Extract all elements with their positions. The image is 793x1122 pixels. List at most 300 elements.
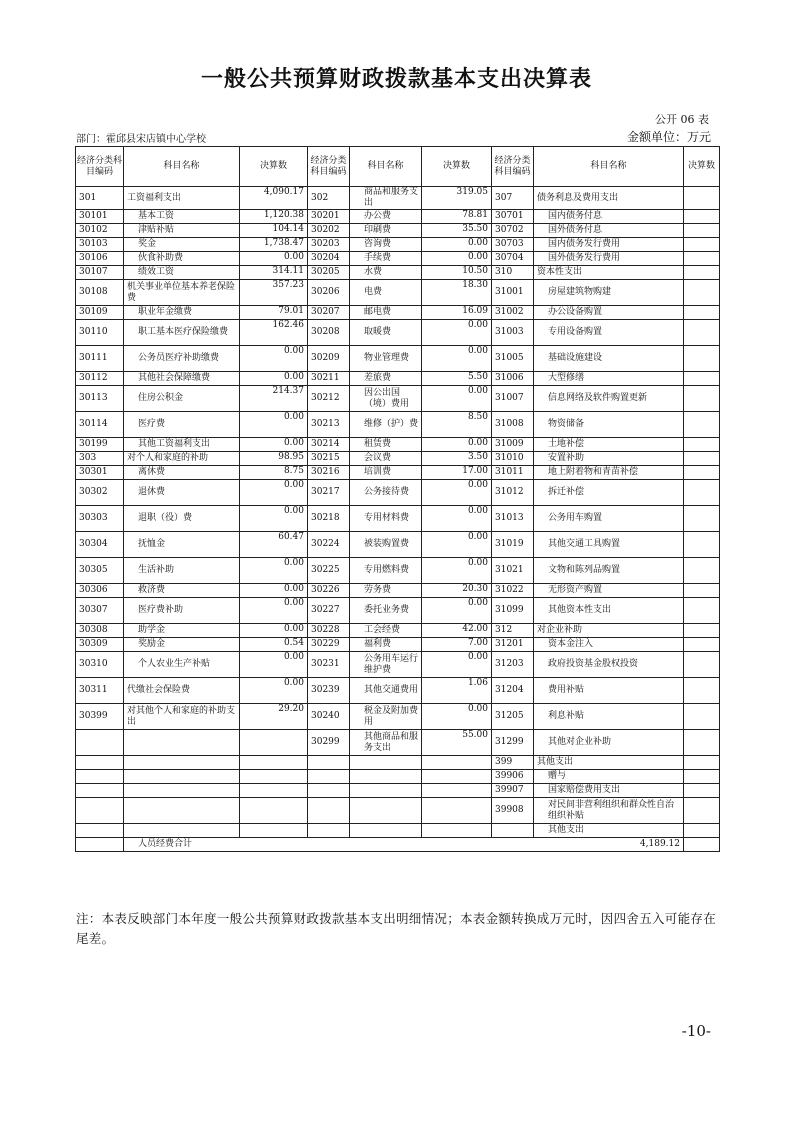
name-cell: 绩效工资 — [124, 266, 240, 280]
name-cell: 国外债务发行费用 — [534, 252, 684, 266]
code-cell: 30306 — [76, 584, 124, 598]
amount-cell — [684, 466, 720, 480]
amount-cell: 29.20 — [240, 704, 308, 730]
code-cell: 30239 — [308, 678, 350, 704]
amount-cell — [240, 756, 308, 770]
code-cell — [76, 784, 124, 798]
amount-cell: 0.00 — [422, 704, 492, 730]
table-row — [76, 252, 720, 266]
name-cell: 住房公积金 — [124, 386, 240, 412]
amount-unit-label: 金额单位：万元 — [626, 130, 711, 144]
name-cell: 其他商品和服务支出 — [350, 730, 422, 756]
code-cell: 31013 — [492, 506, 534, 532]
amount-cell: 7.00 — [422, 638, 492, 652]
code-cell — [76, 730, 124, 756]
form-number: 公开 06 表 — [655, 113, 709, 126]
amount-cell — [684, 372, 720, 386]
name-cell — [124, 784, 240, 798]
code-cell: 30304 — [76, 532, 124, 558]
name-cell — [350, 824, 422, 838]
amount-cell: 60.47 — [240, 532, 308, 558]
code-cell: 30311 — [76, 678, 124, 704]
amount-cell: 0.00 — [240, 372, 308, 386]
header-amount: 决算数 — [240, 147, 308, 187]
name-cell: 商品和服务支出 — [350, 187, 422, 210]
name-cell: 信息网络及软件购置更新 — [534, 386, 684, 412]
amount-cell: 104.14 — [240, 224, 308, 238]
name-cell — [350, 770, 422, 784]
name-cell: 委托业务费 — [350, 598, 422, 624]
code-cell: 31007 — [492, 386, 534, 412]
table-row — [76, 386, 720, 412]
code-cell: 31003 — [492, 320, 534, 346]
table-row — [76, 558, 720, 584]
code-cell: 39908 — [492, 798, 534, 824]
amount-cell — [684, 584, 720, 598]
amount-cell: 1,120.38 — [240, 210, 308, 224]
amount-cell — [684, 346, 720, 372]
name-cell: 国内债务付息 — [534, 210, 684, 224]
amount-cell — [684, 652, 720, 678]
amount-cell — [684, 784, 720, 798]
amount-cell: 162.46 — [240, 320, 308, 346]
amount-cell: 17.00 — [422, 466, 492, 480]
code-cell: 30225 — [308, 558, 350, 584]
name-cell: 离休费 — [124, 466, 240, 480]
name-cell: 其他支出 — [534, 824, 684, 838]
table-row — [76, 770, 720, 784]
header-code: 经济分类科目编码 — [76, 147, 124, 187]
name-cell: 福利费 — [350, 638, 422, 652]
expenditure-table — [75, 146, 720, 852]
amount-cell — [240, 824, 308, 838]
code-cell: 31205 — [492, 704, 534, 730]
code-cell: 30107 — [76, 266, 124, 280]
code-cell: 31019 — [492, 532, 534, 558]
amount-cell: 357.23 — [240, 280, 308, 306]
code-cell: 30206 — [308, 280, 350, 306]
code-cell: 30109 — [76, 306, 124, 320]
name-cell: 专用燃料费 — [350, 558, 422, 584]
department-label: 部门：霍邱县宋店镇中心学校 — [76, 134, 206, 145]
code-cell: 30212 — [308, 386, 350, 412]
table-row — [76, 466, 720, 480]
header-name: 科目名称 — [350, 147, 422, 187]
name-cell: 个人农业生产补贴 — [124, 652, 240, 678]
amount-cell: 4,090.17 — [240, 187, 308, 210]
code-cell: 30305 — [76, 558, 124, 584]
name-cell: 水费 — [350, 266, 422, 280]
name-cell: 租赁费 — [350, 438, 422, 452]
amount-cell: 18.30 — [422, 280, 492, 306]
table-row — [76, 678, 720, 704]
code-cell: 39907 — [492, 784, 534, 798]
table-row — [76, 412, 720, 438]
name-cell — [124, 756, 240, 770]
amount-cell — [684, 224, 720, 238]
name-cell: 文物和陈列品购置 — [534, 558, 684, 584]
amount-cell: 0.00 — [422, 346, 492, 372]
name-cell: 公务接待费 — [350, 480, 422, 506]
code-cell: 30114 — [76, 412, 124, 438]
amount-cell — [240, 770, 308, 784]
name-cell: 利息补贴 — [534, 704, 684, 730]
name-cell: 其他支出 — [534, 756, 684, 770]
code-cell: 31012 — [492, 480, 534, 506]
code-cell: 31002 — [492, 306, 534, 320]
amount-cell: 214.37 — [240, 386, 308, 412]
total-value: 4,189.12 — [639, 839, 680, 849]
amount-cell: 79.01 — [240, 306, 308, 320]
amount-cell — [684, 210, 720, 224]
amount-cell: 0.00 — [240, 558, 308, 584]
name-cell: 物业管理费 — [350, 346, 422, 372]
name-cell: 其他交通工具购置 — [534, 532, 684, 558]
name-cell: 公务用车运行维护费 — [350, 652, 422, 678]
header-code: 经济分类科目编码 — [308, 147, 350, 187]
name-cell: 其他工资福利支出 — [124, 438, 240, 452]
amount-cell: 0.00 — [422, 320, 492, 346]
amount-cell — [684, 412, 720, 438]
table-row — [76, 210, 720, 224]
amount-cell — [684, 532, 720, 558]
name-cell: 津贴补贴 — [124, 224, 240, 238]
name-cell: 奖金 — [124, 238, 240, 252]
name-cell: 政府投资基金股权投资 — [534, 652, 684, 678]
amount-cell — [240, 730, 308, 756]
name-cell: 生活补助 — [124, 558, 240, 584]
amount-cell — [684, 824, 720, 838]
name-cell: 办公设备购置 — [534, 306, 684, 320]
name-cell: 国内债务发行费用 — [534, 238, 684, 252]
code-cell: 31203 — [492, 652, 534, 678]
code-cell: 31009 — [492, 438, 534, 452]
code-cell: 301 — [76, 187, 124, 210]
name-cell: 机关事业单位基本养老保险费 — [124, 280, 240, 306]
name-cell: 无形资产购置 — [534, 584, 684, 598]
name-cell — [124, 730, 240, 756]
name-cell: 物资储备 — [534, 412, 684, 438]
amount-cell: 8.75 — [240, 466, 308, 480]
code-cell — [308, 824, 350, 838]
code-cell: 30110 — [76, 320, 124, 346]
code-cell: 310 — [492, 266, 534, 280]
name-cell: 职业年金缴费 — [124, 306, 240, 320]
table-header-row — [76, 147, 720, 187]
code-cell: 30703 — [492, 238, 534, 252]
code-cell: 30227 — [308, 598, 350, 624]
amount-cell: 0.00 — [422, 252, 492, 266]
amount-cell: 0.00 — [240, 412, 308, 438]
code-cell: 30214 — [308, 438, 350, 452]
code-cell: 30207 — [308, 306, 350, 320]
name-cell: 专用材料费 — [350, 506, 422, 532]
code-cell: 30106 — [76, 252, 124, 266]
amount-cell — [684, 438, 720, 452]
code-cell: 30701 — [492, 210, 534, 224]
amount-cell — [422, 756, 492, 770]
table-row — [76, 306, 720, 320]
amount-cell — [684, 624, 720, 638]
amount-cell: 0.00 — [240, 346, 308, 372]
amount-cell — [684, 280, 720, 306]
table-row — [76, 452, 720, 466]
code-cell — [76, 756, 124, 770]
name-cell: 债务利息及费用支出 — [534, 187, 684, 210]
code-cell: 30108 — [76, 280, 124, 306]
code-cell: 30302 — [76, 480, 124, 506]
code-cell: 30113 — [76, 386, 124, 412]
amount-cell: 10.50 — [422, 266, 492, 280]
code-cell: 30309 — [76, 638, 124, 652]
name-cell: 其他对企业补助 — [534, 730, 684, 756]
name-cell: 工会经费 — [350, 624, 422, 638]
name-cell: 土地补偿 — [534, 438, 684, 452]
name-cell: 公务用车购置 — [534, 506, 684, 532]
code-cell — [492, 824, 534, 838]
amount-cell: 5.50 — [422, 372, 492, 386]
code-cell: 30102 — [76, 224, 124, 238]
table-row — [76, 704, 720, 730]
code-cell: 303 — [76, 452, 124, 466]
amount-cell — [684, 386, 720, 412]
header-name: 科目名称 — [124, 147, 240, 187]
total-label: 人员经费合计 4,189.12 — [124, 838, 684, 852]
amount-cell: 0.00 — [240, 506, 308, 532]
name-cell: 其他资本性支出 — [534, 598, 684, 624]
code-cell: 30308 — [76, 624, 124, 638]
name-cell: 电费 — [350, 280, 422, 306]
amount-cell — [684, 598, 720, 624]
name-cell: 赠与 — [534, 770, 684, 784]
amount-cell: 0.00 — [240, 678, 308, 704]
name-cell: 国外债务付息 — [534, 224, 684, 238]
name-cell: 退休费 — [124, 480, 240, 506]
code-cell: 30211 — [308, 372, 350, 386]
name-cell — [124, 798, 240, 824]
code-cell: 31001 — [492, 280, 534, 306]
name-cell: 安置补助 — [534, 452, 684, 466]
code-cell: 39906 — [492, 770, 534, 784]
code-cell: 30103 — [76, 238, 124, 252]
table-row — [76, 506, 720, 532]
name-cell: 拆迁补偿 — [534, 480, 684, 506]
table-row — [76, 532, 720, 558]
footnote: 注：本表反映部门本年度一般公共预算财政拨款基本支出明细情况；本表金额转换成万元时，因四舍五入可能存在尾差。 — [76, 911, 717, 946]
amount-cell — [684, 638, 720, 652]
table-row — [76, 480, 720, 506]
code-cell: 30224 — [308, 532, 350, 558]
amount-cell — [240, 798, 308, 824]
name-cell: 费用补贴 — [534, 678, 684, 704]
name-cell: 会议费 — [350, 452, 422, 466]
amount-cell — [422, 770, 492, 784]
amount-cell: 0.00 — [422, 438, 492, 452]
amount-cell: 0.00 — [240, 624, 308, 638]
amount-cell: 78.81 — [422, 210, 492, 224]
name-cell: 劳务费 — [350, 584, 422, 598]
amount-cell: 0.00 — [422, 506, 492, 532]
total-code-cell — [76, 838, 124, 852]
amount-cell — [684, 187, 720, 210]
amount-cell: 0.00 — [240, 652, 308, 678]
code-cell: 30111 — [76, 346, 124, 372]
name-cell: 办公费 — [350, 210, 422, 224]
code-cell: 31022 — [492, 584, 534, 598]
name-cell: 房屋建筑物购建 — [534, 280, 684, 306]
header-amount: 决算数 — [422, 147, 492, 187]
code-cell: 302 — [308, 187, 350, 210]
code-cell: 30213 — [308, 412, 350, 438]
code-cell: 30202 — [308, 224, 350, 238]
amount-cell: 98.95 — [240, 452, 308, 466]
name-cell — [350, 798, 422, 824]
code-cell: 30208 — [308, 320, 350, 346]
name-cell: 专用设备购置 — [534, 320, 684, 346]
page-title: 一般公共预算财政拨款基本支出决算表 — [200, 66, 592, 92]
amount-cell — [684, 480, 720, 506]
table-row — [76, 624, 720, 638]
code-cell: 31006 — [492, 372, 534, 386]
name-cell: 助学金 — [124, 624, 240, 638]
name-cell: 医疗费 — [124, 412, 240, 438]
code-cell: 30226 — [308, 584, 350, 598]
code-cell: 30231 — [308, 652, 350, 678]
name-cell: 邮电费 — [350, 306, 422, 320]
code-cell: 30217 — [308, 480, 350, 506]
code-cell — [76, 824, 124, 838]
name-cell: 其他交通费用 — [350, 678, 422, 704]
total-row — [76, 838, 720, 852]
name-cell — [350, 784, 422, 798]
name-cell: 公务员医疗补助缴费 — [124, 346, 240, 372]
table-row — [76, 266, 720, 280]
amount-cell: 0.00 — [240, 252, 308, 266]
total-spacer — [684, 838, 720, 852]
table-row — [76, 280, 720, 306]
name-cell: 资本性支出 — [534, 266, 684, 280]
code-cell: 30216 — [308, 466, 350, 480]
amount-cell — [684, 452, 720, 466]
name-cell: 税金及附加费用 — [350, 704, 422, 730]
code-cell: 399 — [492, 756, 534, 770]
amount-cell — [684, 770, 720, 784]
name-cell: 基础设施建设 — [534, 346, 684, 372]
name-cell: 地上附着物和青苗补偿 — [534, 466, 684, 480]
table-row — [76, 187, 720, 210]
table-row — [76, 584, 720, 598]
amount-cell: 42.00 — [422, 624, 492, 638]
code-cell: 30301 — [76, 466, 124, 480]
amount-cell: 314.11 — [240, 266, 308, 280]
code-cell: 30203 — [308, 238, 350, 252]
name-cell: 取暖费 — [350, 320, 422, 346]
table-row — [76, 798, 720, 824]
amount-cell: 16.09 — [422, 306, 492, 320]
name-cell — [124, 770, 240, 784]
table-row — [76, 438, 720, 452]
table-row — [76, 784, 720, 798]
amount-cell: 0.00 — [422, 480, 492, 506]
name-cell: 救济费 — [124, 584, 240, 598]
amount-cell: 20.30 — [422, 584, 492, 598]
code-cell: 30101 — [76, 210, 124, 224]
amount-cell — [240, 784, 308, 798]
code-cell: 30310 — [76, 652, 124, 678]
name-cell: 对其他个人和家庭的补助支出 — [124, 704, 240, 730]
code-cell: 30229 — [308, 638, 350, 652]
amount-cell — [684, 558, 720, 584]
name-cell: 对个人和家庭的补助 — [124, 452, 240, 466]
name-cell: 资本金注入 — [534, 638, 684, 652]
amount-cell — [684, 704, 720, 730]
amount-cell: 1.06 — [422, 678, 492, 704]
name-cell: 差旅费 — [350, 372, 422, 386]
table-row — [76, 824, 720, 838]
amount-cell: 319.05 — [422, 187, 492, 210]
code-cell: 30215 — [308, 452, 350, 466]
code-cell: 30299 — [308, 730, 350, 756]
code-cell: 31021 — [492, 558, 534, 584]
code-cell: 31204 — [492, 678, 534, 704]
code-cell: 307 — [492, 187, 534, 210]
amount-cell: 0.00 — [422, 558, 492, 584]
name-cell: 伙食补助费 — [124, 252, 240, 266]
amount-cell — [684, 798, 720, 824]
code-cell: 30399 — [76, 704, 124, 730]
name-cell: 被装购置费 — [350, 532, 422, 558]
name-cell: 抚恤金 — [124, 532, 240, 558]
amount-cell — [422, 824, 492, 838]
amount-cell — [422, 798, 492, 824]
name-cell: 培训费 — [350, 466, 422, 480]
code-cell: 30240 — [308, 704, 350, 730]
table-row — [76, 346, 720, 372]
amount-cell: 0.00 — [240, 480, 308, 506]
amount-cell: 0.00 — [240, 438, 308, 452]
name-cell: 印刷费 — [350, 224, 422, 238]
header-code: 经济分类科目编码 — [492, 147, 534, 187]
amount-cell — [684, 730, 720, 756]
table-row — [76, 756, 720, 770]
code-cell: 30228 — [308, 624, 350, 638]
amount-cell — [684, 238, 720, 252]
table-row — [76, 598, 720, 624]
name-cell — [124, 824, 240, 838]
code-cell — [308, 770, 350, 784]
header-amount: 决算数 — [684, 147, 720, 187]
code-cell: 30199 — [76, 438, 124, 452]
name-cell — [350, 756, 422, 770]
name-cell: 大型修缮 — [534, 372, 684, 386]
amount-cell: 35.50 — [422, 224, 492, 238]
amount-cell: 3.50 — [422, 452, 492, 466]
code-cell: 31011 — [492, 466, 534, 480]
table-row — [76, 224, 720, 238]
code-cell: 30205 — [308, 266, 350, 280]
name-cell: 工资福利支出 — [124, 187, 240, 210]
amount-cell — [684, 756, 720, 770]
code-cell: 30112 — [76, 372, 124, 386]
name-cell: 奖励金 — [124, 638, 240, 652]
name-cell: 维修（护）费 — [350, 412, 422, 438]
amount-cell — [684, 678, 720, 704]
amount-cell: 0.00 — [422, 652, 492, 678]
name-cell: 退职（役）费 — [124, 506, 240, 532]
amount-cell — [684, 506, 720, 532]
amount-cell: 0.54 — [240, 638, 308, 652]
name-cell: 医疗费补助 — [124, 598, 240, 624]
